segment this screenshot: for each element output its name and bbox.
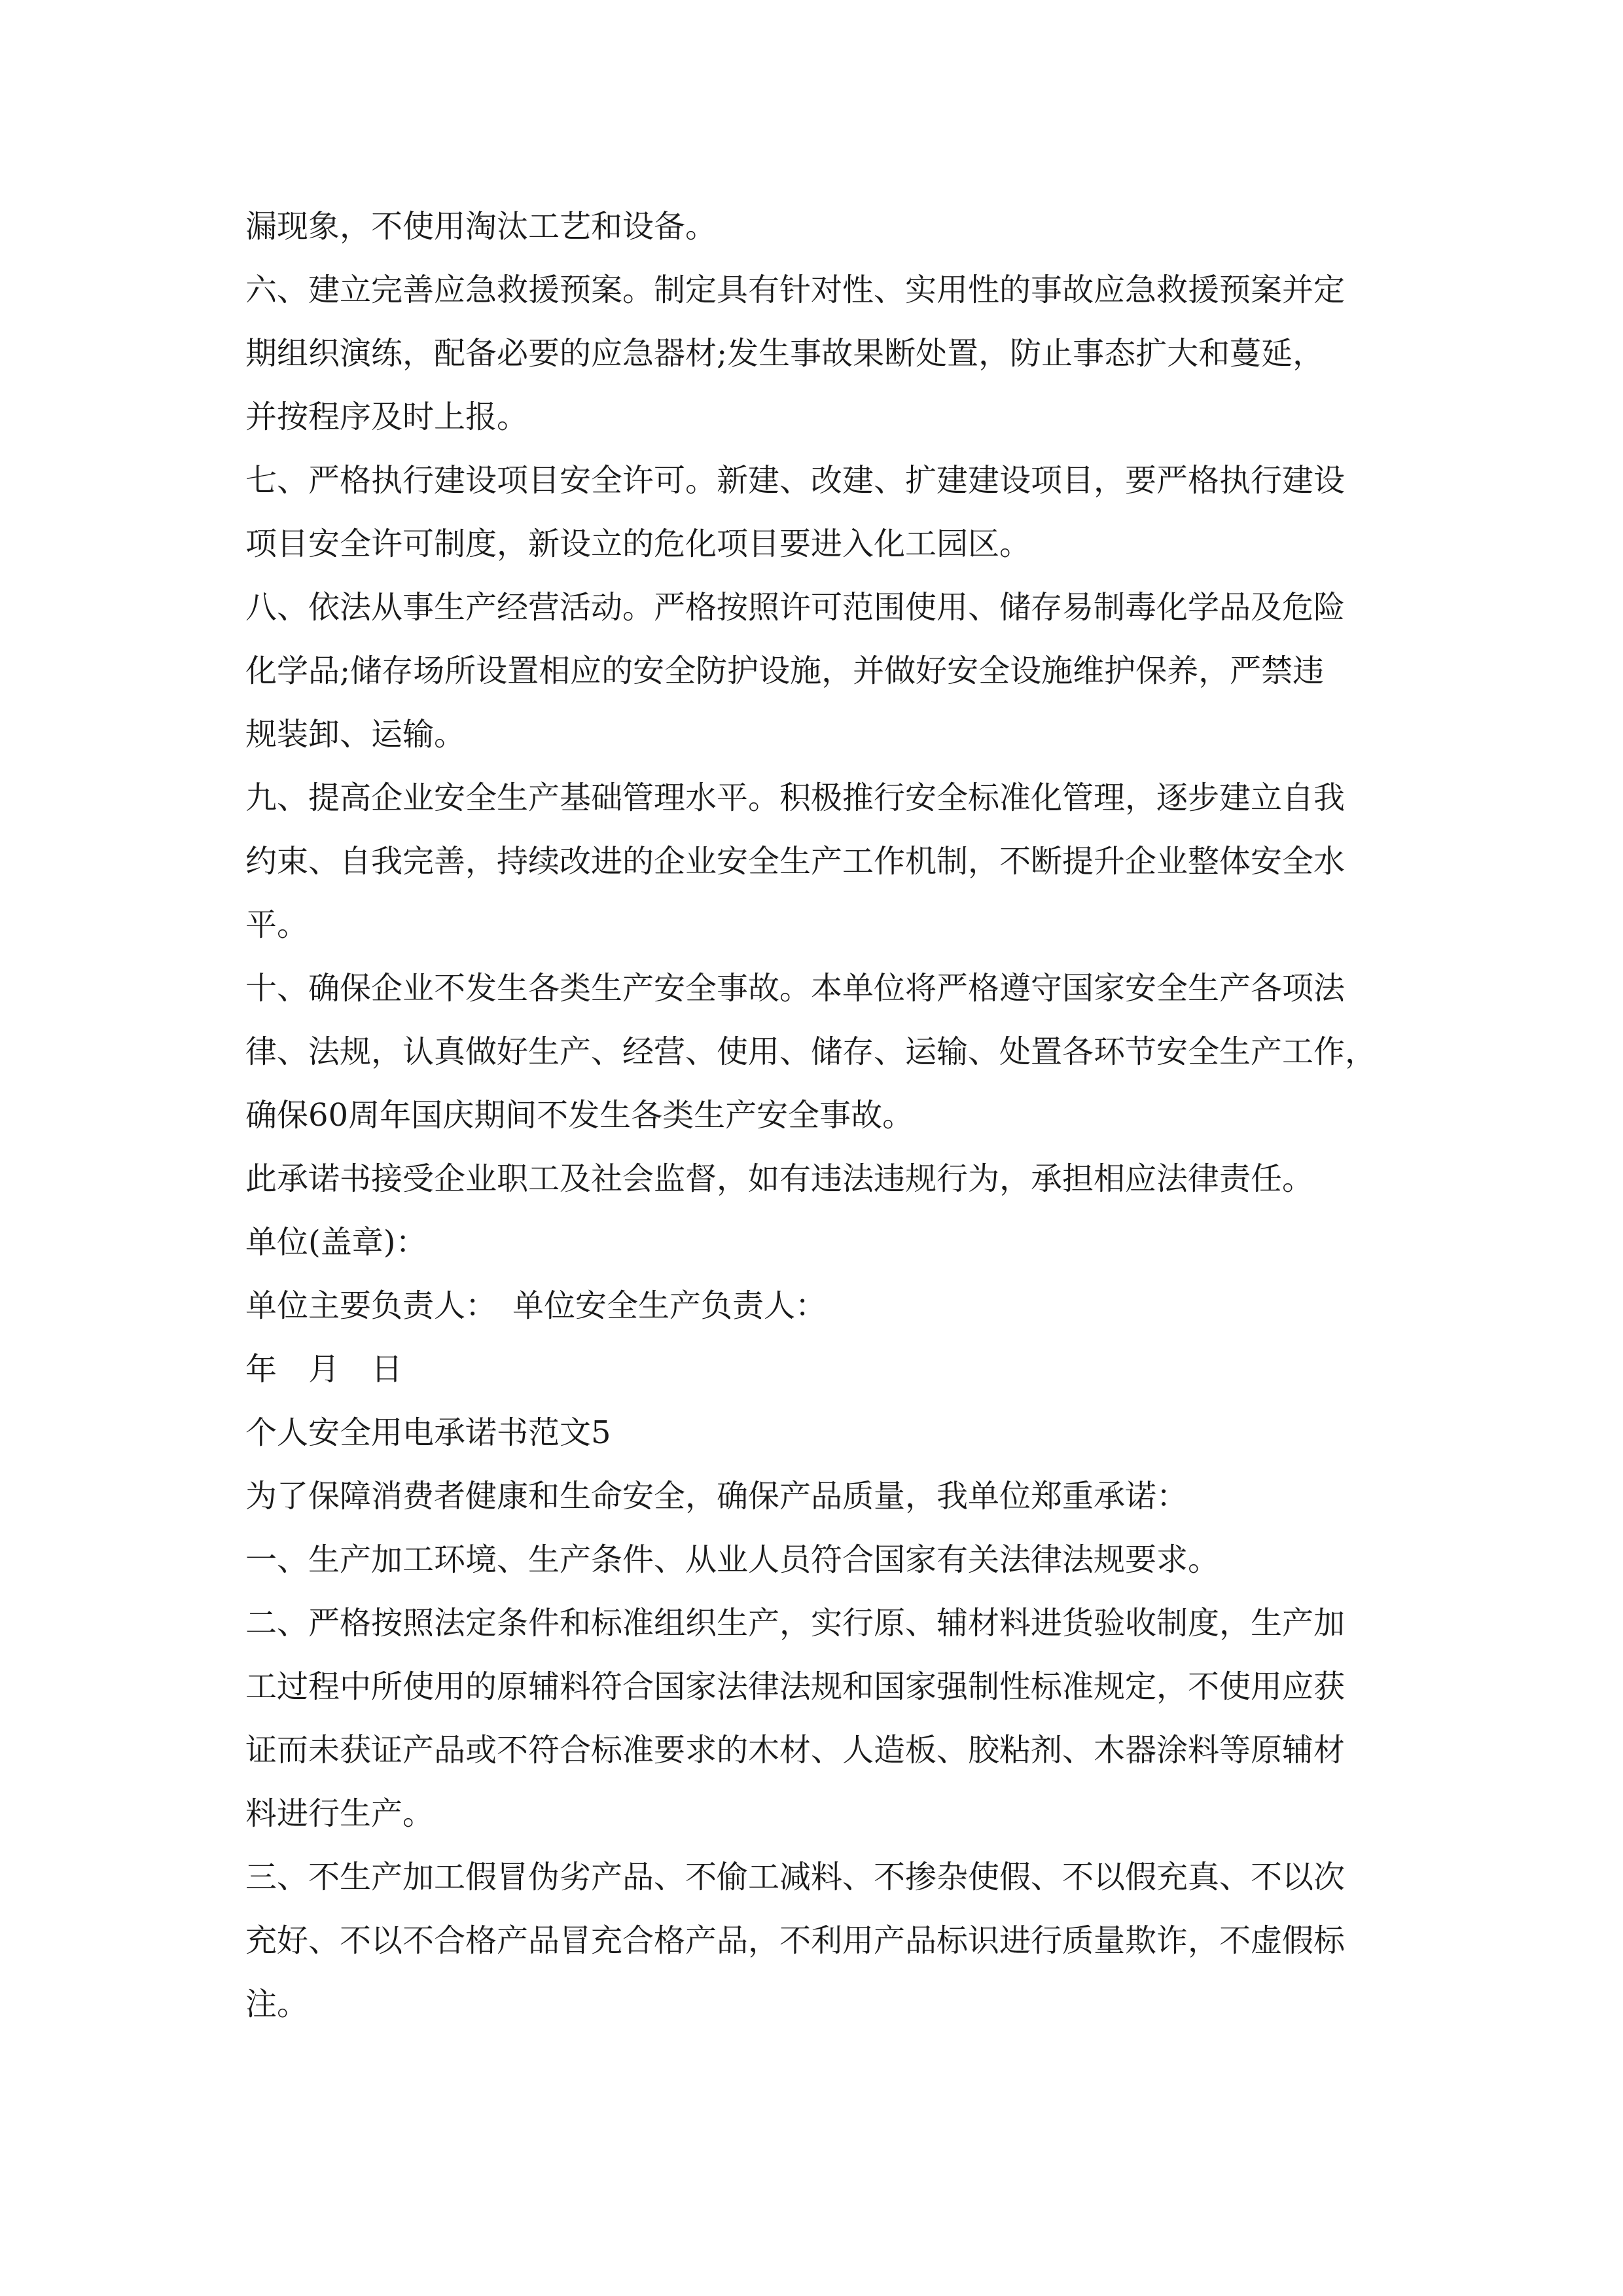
text-line: 充好、不以不合格产品冒充合格产品，不利用产品标识进行质量欺诈，不虚假标 bbox=[245, 1922, 1346, 1959]
text-line: 八、依法从事生产经营活动。严格按照许可范围使用、储存易制毒化学品及危险 bbox=[245, 589, 1346, 626]
text-line: 化学品;储存场所设置相应的安全防护设施，并做好安全设施维护保养，严禁违 bbox=[245, 653, 1325, 689]
text-line: 期组织演练，配备必要的应急器材;发生事故果断处置，防止事态扩大和蔓延， bbox=[245, 335, 1325, 372]
text-line: 约束、自我完善，持续改进的企业安全生产工作机制，不断提升企业整体安全水 bbox=[245, 843, 1346, 880]
section-title: 个人安全用电承诺书范文5 bbox=[245, 1414, 611, 1451]
text-line: 七、严格执行建设项目安全许可。新建、改建、扩建建设项目，要严格执行建设 bbox=[245, 462, 1346, 499]
text-line: 注。 bbox=[245, 1986, 309, 2022]
text-line: 为了保障消费者健康和生命安全，确保产品质量，我单位郑重承诺： bbox=[245, 1478, 1188, 1515]
text-line: 十、确保企业不发生各类生产安全事故。本单位将严格遵守国家安全生产各项法 bbox=[245, 970, 1346, 1007]
text-line: 九、提高企业安全生产基础管理水平。积极推行安全标准化管理，逐步建立自我 bbox=[245, 780, 1346, 816]
text-line: 确保60周年国庆期间不发生各类生产安全事故。 bbox=[245, 1097, 914, 1134]
text-line: 律、法规，认真做好生产、经营、使用、储存、运输、处置各环节安全生产工作， bbox=[245, 1033, 1377, 1070]
text-line: 漏现象，不使用淘汰工艺和设备。 bbox=[245, 208, 717, 245]
text-line: 并按程序及时上报。 bbox=[245, 399, 529, 435]
text-line: 规装卸、运输。 bbox=[245, 716, 466, 753]
text-line: 二、严格按照法定条件和标准组织生产，实行原、辅材料进货验收制度，生产加 bbox=[245, 1605, 1346, 1641]
text-line: 此承诺书接受企业职工及社会监督，如有违法违规行为，承担相应法律责任。 bbox=[245, 1160, 1314, 1197]
text-line: 三、不生产加工假冒伪劣产品、不偷工减料、不掺杂使假、不以假充真、不以次 bbox=[245, 1859, 1346, 1895]
text-line: 六、建立完善应急救援预案。制定具有针对性、实用性的事故应急救援预案并定 bbox=[245, 272, 1346, 308]
signature-unit-line: 单位(盖章)： bbox=[245, 1224, 427, 1261]
document-body bbox=[245, 195, 1381, 2036]
text-line: 项目安全许可制度，新设立的危化项目要进入化工园区。 bbox=[245, 526, 1031, 562]
date-line: 年 月 日 bbox=[245, 1351, 403, 1388]
signature-responsible-line: 单位主要负责人： 单位安全生产负责人： bbox=[245, 1287, 827, 1324]
text-line: 平。 bbox=[245, 906, 309, 943]
text-line: 工过程中所使用的原辅料符合国家法律法规和国家强制性标准规定，不使用应获 bbox=[245, 1668, 1346, 1705]
text-line: 料进行生产。 bbox=[245, 1795, 435, 1832]
text-line: 一、生产加工环境、生产条件、从业人员符合国家有关法律法规要求。 bbox=[245, 1541, 1220, 1578]
text-line: 证而未获证产品或不符合标准要求的木材、人造板、胶粘剂、木器涂料等原辅材 bbox=[245, 1732, 1346, 1768]
